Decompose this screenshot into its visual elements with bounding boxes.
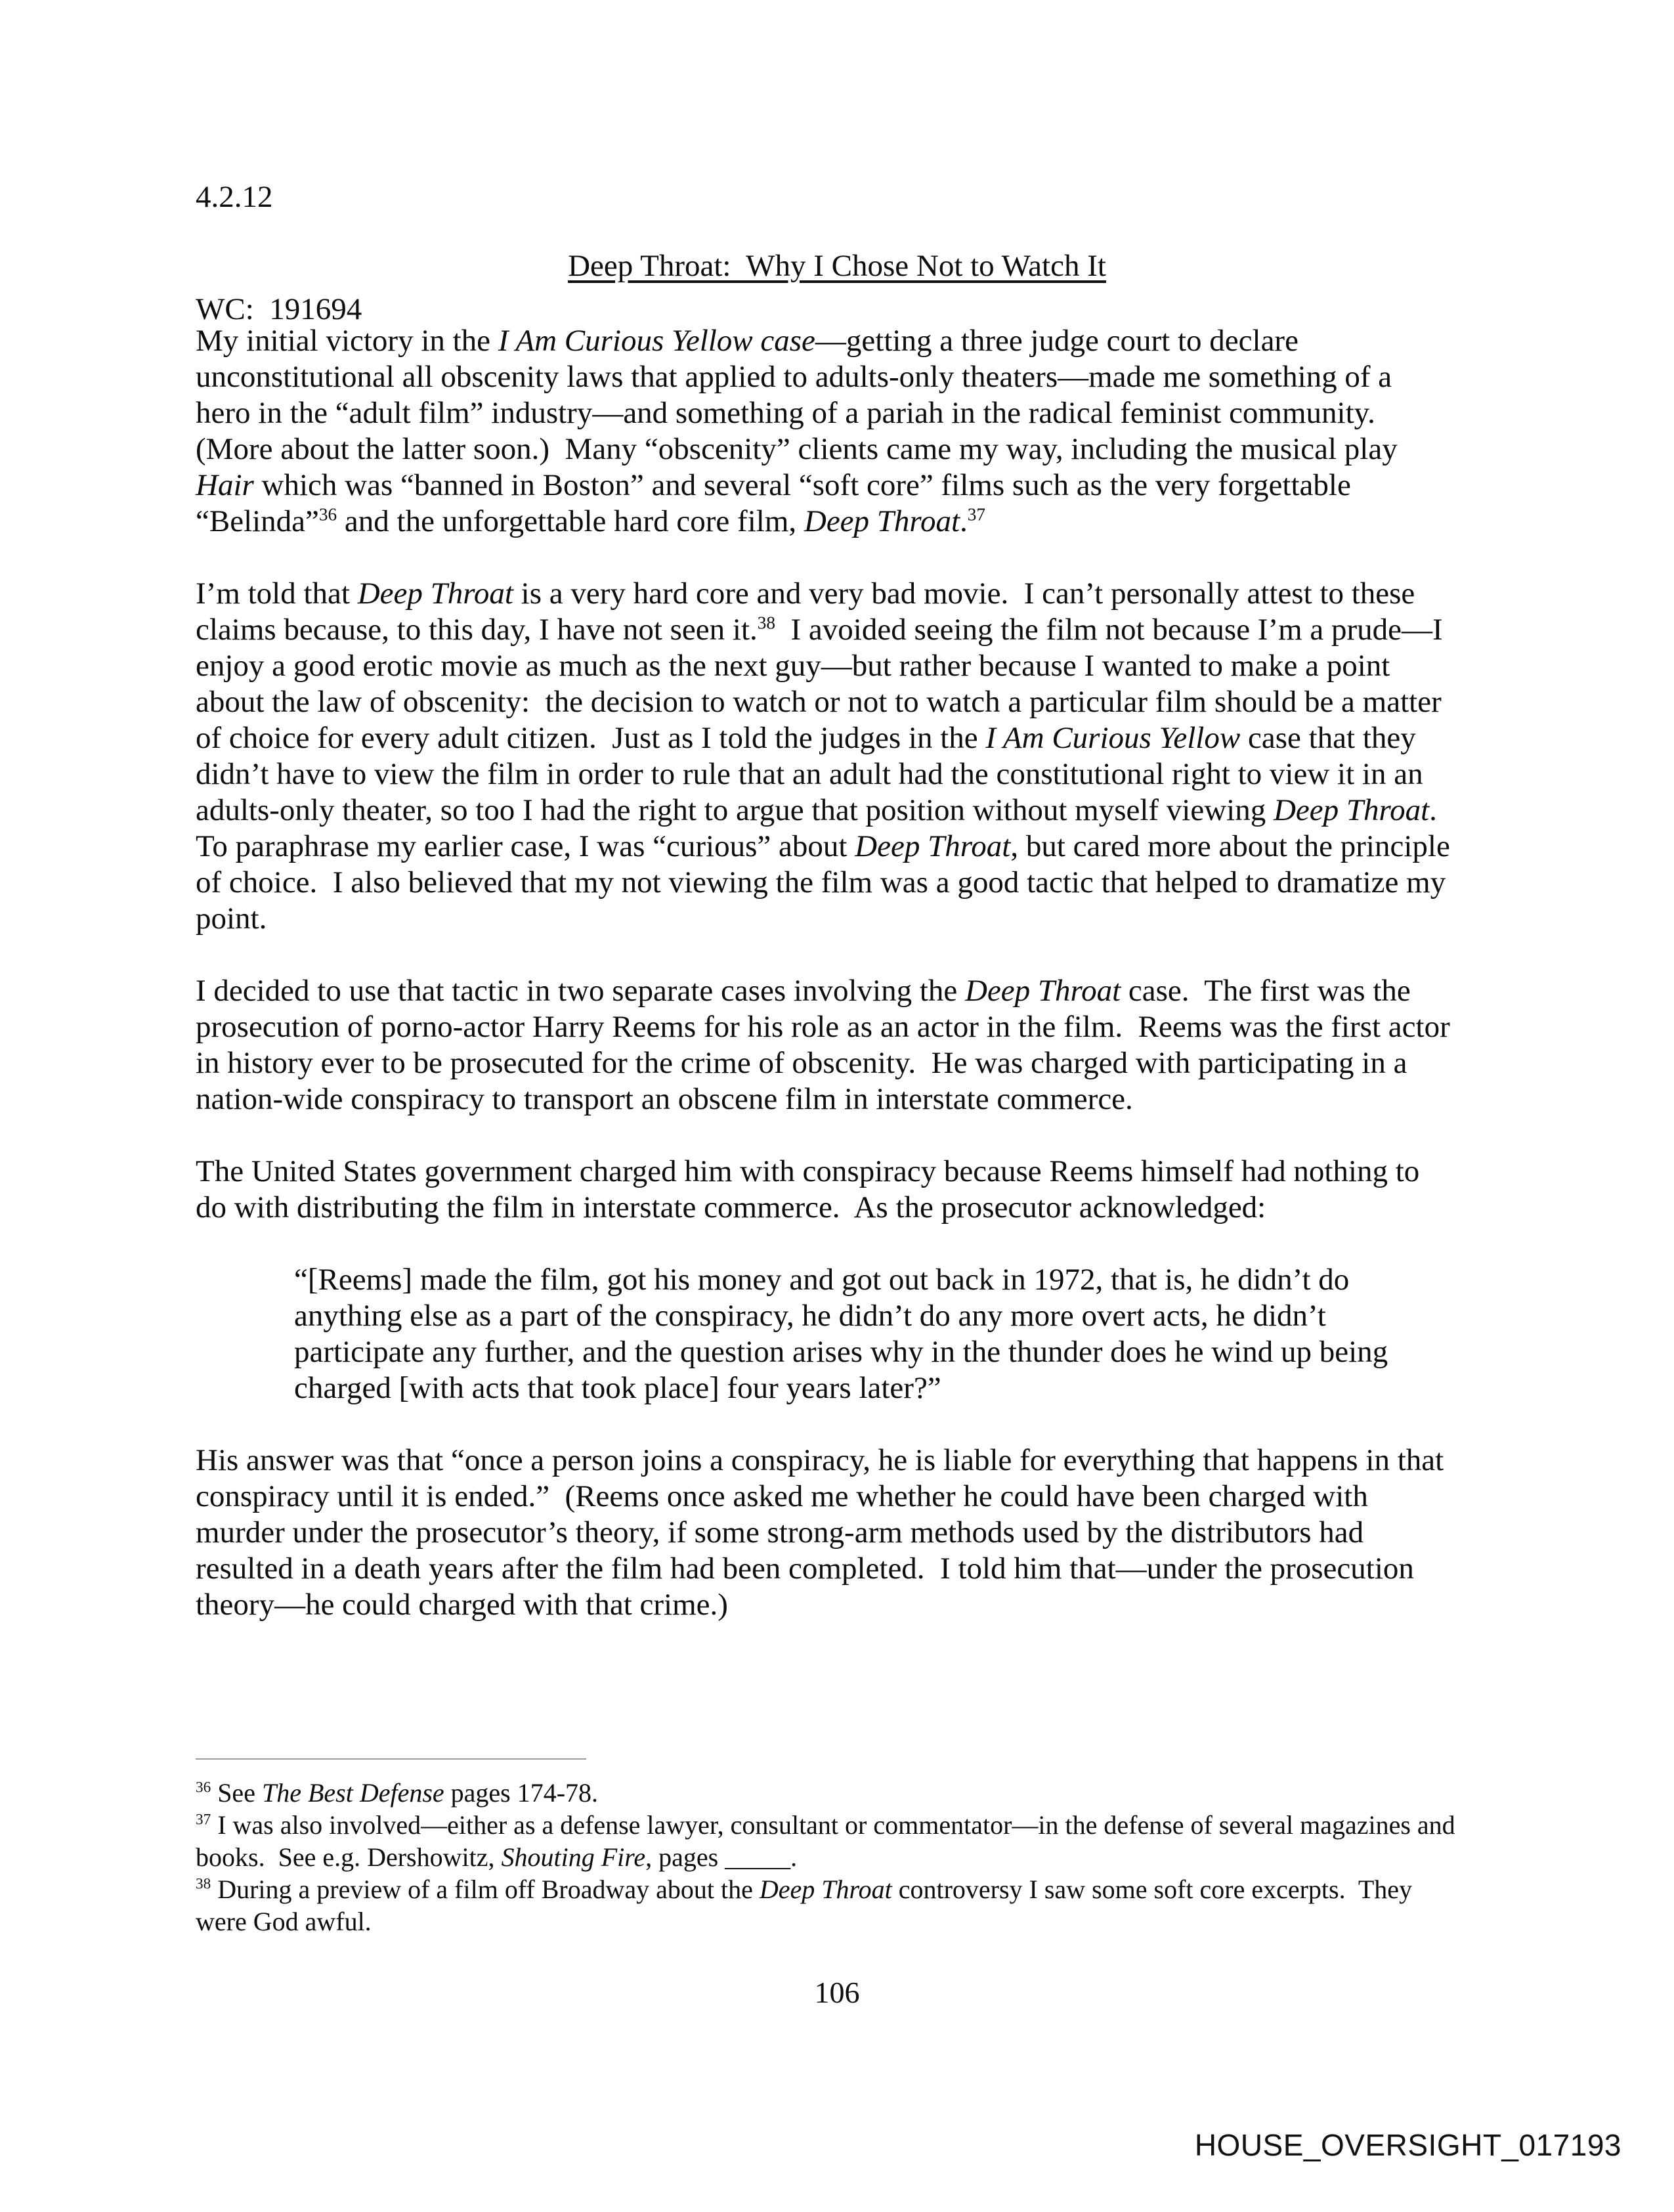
block-quote-prosecutor: “[Reems] made the film, got his money and got out back in 1972, that is, he didn’t do anything else as a part of the conspiracy, he didn’t do any more overt acts, he didn’t participate any further, and the question arises why in the thunder does he wind up being charged [with acts that took place] four years later?” [294, 1263, 1396, 1405]
header-word-count: WC: 191694 [196, 292, 362, 326]
document-body [196, 323, 1458, 1659]
paragraph-tactic: I decided to use that tactic in two separate cases involving the Deep Throat case. The first was the prosecution of porno-actor Harry Reems for his role as an actor in the film. Reems was the first actor in history ever to be prosecuted for the crime of obscenity. He was charged with participating in a nation-wide conspiracy to transport an obscene film in interstate commerce. [196, 974, 1458, 1116]
paragraph-government-charge: The United States government charged him with conspiracy because Reems himself had nothing to do with distributing the film in interstate commerce. As the prosecutor acknowledged: [196, 1154, 1428, 1225]
footnote-37: $^{37}$ I was also involved—either as a defense lawyer, consultant or commentator—in the defense of several magazines and books. See e.g. Dershowitz, Shouting Fire, pages _____. [196, 1810, 1462, 1872]
paragraph-answer: His answer was that “once a person joins a conspiracy, he is liable for everything that happens in that conspiracy until it is ended.” (Reems once asked me whether he could have been charged with murder under the prosecutor’s theory, if some strong-arm methods used by the distributors had resulted in a death years after the film had been completed. I told him that—under the prosecution theory—he could charged with that crime.) [196, 1443, 1451, 1622]
footnote-separator [196, 1758, 586, 1760]
footnote-36: $^{36}$ See The Best Defense pages 174-78. [196, 1778, 599, 1808]
page-number: 106 [814, 1976, 860, 2009]
paragraph-intro: My initial victory in the I Am Curious Yellow case—getting a three judge court to declare unconstitutional all obscenity laws that applied to adults-only theaters—made me something of a hero in the “adult film” industry—and something of a pariah in the radical feminist community. (More about the latter soon.) Many “obscenity” clients came my way, including the musical play Hair which was “banned in Boston” and several “soft core” films such as the very forgettable “Belinda”$^{36}$ and the unforgettable hard core film, Deep Throat.$^{37}$ [196, 324, 1406, 538]
document-title [0, 248, 1674, 284]
document-title-text: Deep Throat: Why I Chose Not to Watch It [568, 249, 1106, 283]
bates-stamp: HOUSE_OVERSIGHT_017193 [1194, 2128, 1621, 2162]
footnote-38: $^{38}$ During a preview of a film off Broadway about the Deep Throat controversy I saw some soft core excerpts. They were God awful. [196, 1875, 1419, 1936]
paragraph-im-told: I’m told that Deep Throat is a very hard core and very bad movie. I can’t personally attest to these claims because, to this day, I have not seen it.$^{38}$ I avoided seeing the film not because I’m a prude—I enjoy a good erotic movie as much as the next guy—but rather because I wanted to make a point about the law of obscenity: the decision to watch or not to watch a particular film should be a matter of choice for every adult citizen. Just as I told the judges in the I Am Curious Yellow case that they didn’t have to view the film in order to rule that an adult had the constitutional right to view it in an adults-only theater, so too I had the right to argue that position without myself viewing Deep Throat. To paraphrase my earlier case, I was “curious” about Deep Throat, but cared more about the principle of choice. I also believed that my not viewing the film was a good tactic that helped to dramatize my point. [196, 576, 1458, 936]
footnotes-section [196, 1758, 1463, 1938]
header-date: 4.2.12 [196, 180, 273, 214]
